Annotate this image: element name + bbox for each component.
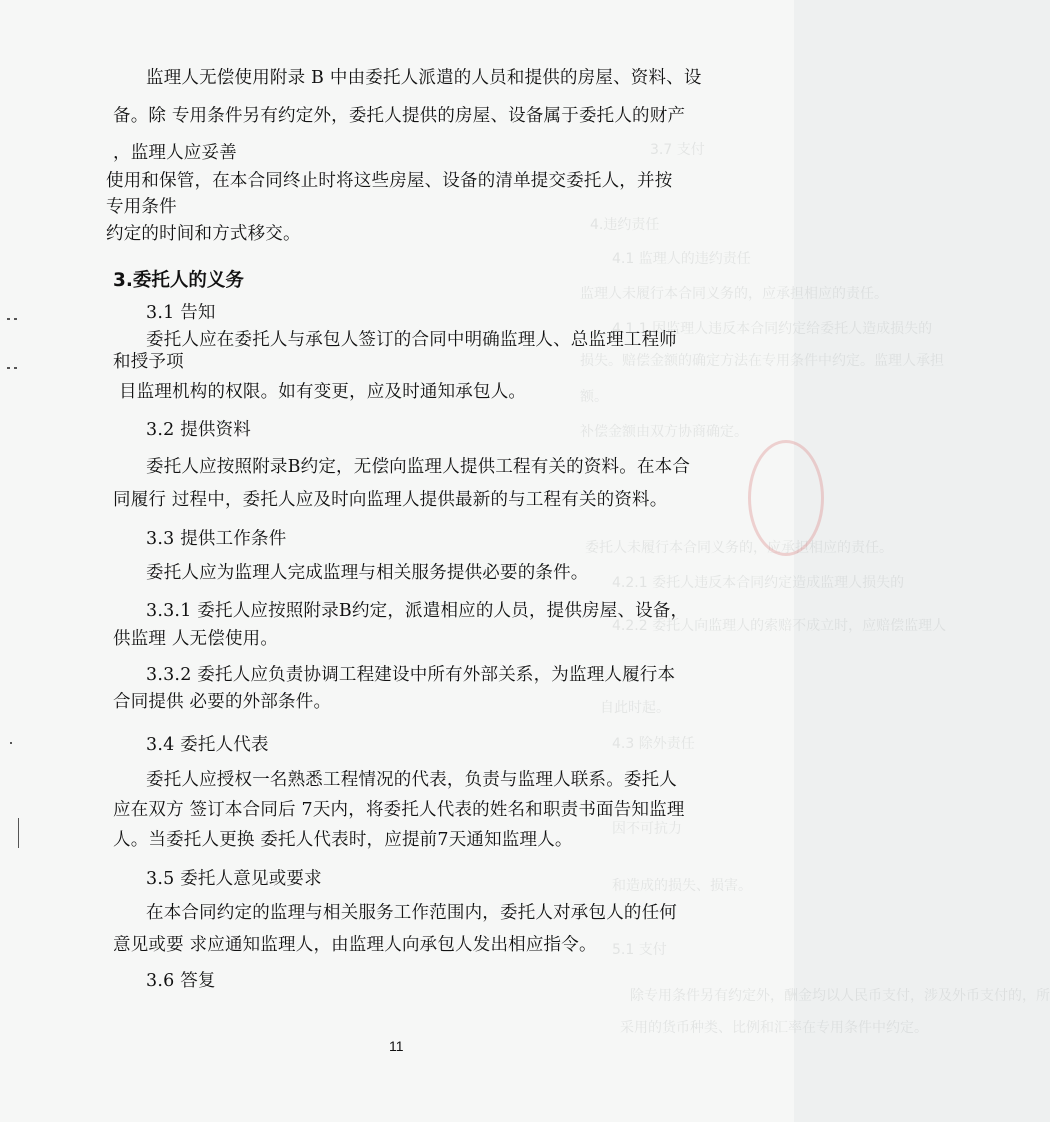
subsection-title: 3.6 答复	[146, 971, 216, 991]
margin-mark	[7, 367, 10, 369]
bleed-through-text: 损失。赔偿金额的确定方法在专用条件中约定。监理人承担	[580, 353, 944, 369]
bleed-through-text: 和造成的损失、损害。	[612, 878, 752, 894]
paragraph-line: 目监理机构的权限。如有变更，应及时通知承包人。	[119, 382, 527, 402]
bleed-through-text: 委托人未履行本合同义务的，应承担相应的责任。	[585, 540, 893, 556]
bleed-through-text: 3.7 支付	[650, 142, 705, 158]
paragraph-line: 合同提供 必要的外部条件。	[113, 692, 332, 712]
paragraph-line: 同履行 过程中，委托人应及时向监理人提供最新的与工程有关的资料。	[113, 490, 668, 510]
subsection-title: 3.1 告知	[146, 303, 216, 323]
paragraph-line: 专用条件	[106, 197, 177, 217]
bleed-through-text: 4.1 监理人的违约责任	[612, 251, 751, 267]
paragraph-line: 意见或要 求应通知监理人，由监理人向承包人发出相应指令。	[113, 935, 597, 955]
bleed-through-text: 4.2.2 委托人向监理人的索赔不成立时，应赔偿监理人	[612, 618, 947, 634]
margin-mark	[14, 318, 17, 320]
bleed-through-text: 监理人未履行本合同义务的，应承担相应的责任。	[580, 286, 888, 302]
bleed-through-text: 5.1 支付	[612, 942, 667, 958]
page-number: 11	[389, 1038, 404, 1054]
subsection-title: 3.2 提供资料	[146, 420, 251, 440]
margin-mark	[10, 742, 12, 744]
bleed-through-text: 4.3 除外责任	[612, 736, 695, 752]
paragraph-line: 使用和保管，在本合同终止时将这些房屋、设备的清单提交委托人，并按	[106, 171, 673, 191]
paragraph-line: 在本合同约定的监理与相关服务工作范围内，委托人对承包人的任何	[146, 903, 677, 923]
subsection-title: 3.5 委托人意见或要求	[146, 869, 322, 889]
paragraph-line: 备。除 专用条件另有约定外，委托人提供的房屋、设备属于委托人的财产	[113, 106, 686, 126]
bleed-through-text: 补偿金额由双方协商确定。	[580, 424, 748, 440]
seal-stamp-partial	[748, 440, 824, 556]
paragraph-line: 委托人应为监理人完成监理与相关服务提供必要的条件。	[146, 563, 589, 583]
bleed-through-text: 4.2.1 委托人违反本合同约定造成监理人损失的	[612, 575, 905, 591]
paragraph-line: 人。当委托人更换 委托人代表时，应提前7天通知监理人。	[113, 830, 573, 850]
bleed-through-text: 4.1.1 因监理人违反本合同约定给委托人造成损失的	[612, 321, 933, 337]
margin-mark	[14, 367, 17, 369]
paragraph-line: 约定的时间和方式移交。	[106, 224, 301, 244]
paragraph-line: 委托人应在委托人与承包人签订的合同中明确监理人、总监理工程师	[146, 330, 677, 350]
paragraph-line: ，监理人应妥善	[113, 143, 237, 163]
section-heading: 3.委托人的义务	[113, 270, 244, 291]
paragraph-line: 监理人无偿使用附录 B 中由委托人派遣的人员和提供的房屋、资料、设	[146, 68, 702, 88]
bleed-through-text: 4.违约责任	[590, 217, 660, 233]
paragraph-line: 和授予项	[113, 352, 184, 372]
subsection-title: 3.3 提供工作条件	[146, 529, 287, 549]
paragraph-line: 供监理 人无偿使用。	[113, 629, 279, 649]
bleed-through-text: 因不可抗力	[612, 821, 682, 837]
paragraph-line: 委托人应按照附录B约定，无偿向监理人提供工程有关的资料。在本合	[146, 457, 691, 477]
margin-mark	[18, 818, 19, 848]
paragraph-line: 应在双方 签订本合同后 7天内，将委托人代表的姓名和职责书面告知监理	[113, 800, 685, 820]
paragraph-line: 委托人应授权一名熟悉工程情况的代表，负责与监理人联系。委托人	[146, 770, 677, 790]
paragraph-line: 3.3.1 委托人应按照附录B约定，派遣相应的人员，提供房屋、设备，	[146, 601, 689, 621]
bleed-through-text: 除专用条件另有约定外，酬金均以人民币支付，涉及外币支付的，所	[630, 988, 1050, 1004]
subsection-title: 3.4 委托人代表	[146, 735, 269, 755]
bleed-through-text: 额。	[580, 389, 608, 405]
margin-mark	[7, 318, 10, 320]
paragraph-line: 3.3.2 委托人应负责协调工程建设中所有外部关系，为监理人履行本	[146, 665, 676, 685]
bleed-through-text: 采用的货币种类、比例和汇率在专用条件中约定。	[620, 1020, 928, 1036]
bleed-through-text: 自此时起。	[600, 700, 670, 716]
